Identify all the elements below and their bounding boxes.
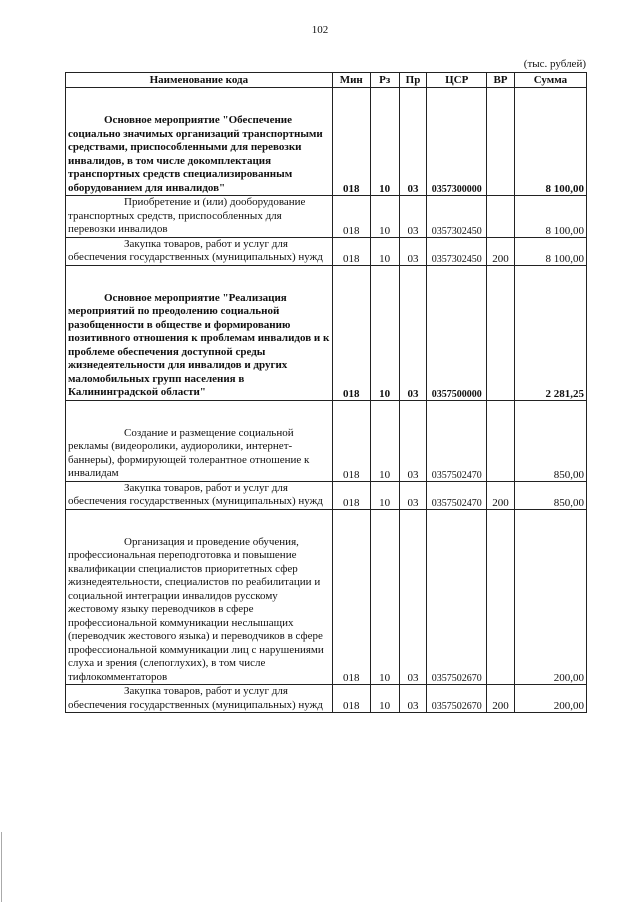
row-sum: 850,00 (514, 400, 586, 481)
row-rz: 10 (370, 685, 399, 713)
row-rz: 10 (370, 196, 399, 238)
row-min: 018 (332, 509, 370, 685)
row-pr: 03 (399, 481, 427, 509)
page-number: 102 (311, 24, 329, 36)
row-rz: 10 (370, 237, 399, 265)
table-row (66, 509, 587, 685)
row-pr: 03 (399, 237, 427, 265)
row-vr (487, 196, 515, 238)
table-row (66, 685, 587, 713)
table-row (66, 88, 587, 196)
header-vr: ВР (487, 73, 515, 88)
row-vr: 200 (487, 685, 515, 713)
row-csr: 0357502670 (427, 509, 487, 685)
row-csr: 0357300000 (427, 88, 487, 196)
row-sum: 200,00 (514, 685, 586, 713)
row-csr: 0357302450 (427, 237, 487, 265)
table-row (66, 481, 587, 509)
row-vr (487, 265, 515, 400)
row-name: Основное мероприятие "Реализация мероприятий по преодолению социальной разобщенности в обществе и формированию позитивного отношения к проблемам инвалидов и к проблеме обеспечения доступной среды жизнедеятельности для инвалидов и других маломобильных групп населения в Калининградской области" (66, 265, 333, 400)
row-csr: 0357502670 (427, 685, 487, 713)
row-sum: 850,00 (514, 481, 586, 509)
header-csr: ЦСР (427, 73, 487, 88)
row-vr: 200 (487, 237, 515, 265)
row-pr: 03 (399, 265, 427, 400)
row-csr: 0357302450 (427, 196, 487, 238)
row-min: 018 (332, 265, 370, 400)
table-row (66, 196, 587, 238)
row-pr: 03 (399, 88, 427, 196)
row-csr: 0357502470 (427, 481, 487, 509)
row-name: Закупка товаров, работ и услуг для обеспечения государственных (муниципальных) нужд (66, 237, 333, 265)
row-min: 018 (332, 196, 370, 238)
table-row (66, 237, 587, 265)
row-name: Организация и проведение обучения, профессиональная переподготовка и повышение квалификации специалистов приоритетных сфер жизнедеятельности, специалистов по реабилитации и социальной интеграции инвалидов русскому жестовому языку переводчиков в сфере профессиональной коммуникации неслышащих (переводчик жестового языка) и переводчиков в сфере профессиональной коммуникации лиц с нарушениями слуха и зрения (слепоглухих), в том числе тифлокомментаторов (66, 509, 333, 685)
row-name: Создание и размещение социальной рекламы (видеоролики, аудиоролики, интернет-баннеры), формирующей толерантное отношение к инвалидам (66, 400, 333, 481)
row-sum: 8 100,00 (514, 237, 586, 265)
row-rz: 10 (370, 400, 399, 481)
row-name: Основное мероприятие "Обеспечение социально значимых организаций транспортными средствами, приспособленными для перевозки инвалидов, в том числе докомплектация транспортных средств специализированным оборудованием для инвалидов" (66, 88, 333, 196)
row-rz: 10 (370, 481, 399, 509)
header-min: Мин (332, 73, 370, 88)
row-min: 018 (332, 481, 370, 509)
row-pr: 03 (399, 196, 427, 238)
header-name: Наименование кода (66, 73, 333, 88)
header-pr: Пр (399, 73, 427, 88)
row-vr (487, 88, 515, 196)
row-vr (487, 509, 515, 685)
row-sum: 200,00 (514, 509, 586, 685)
row-min: 018 (332, 237, 370, 265)
header-sum: Сумма (514, 73, 586, 88)
row-min: 018 (332, 400, 370, 481)
row-sum: 8 100,00 (514, 196, 586, 238)
units-label: (тыс. рублей) (523, 58, 586, 70)
row-vr (487, 400, 515, 481)
row-pr: 03 (399, 400, 427, 481)
row-min: 018 (332, 88, 370, 196)
row-name: Закупка товаров, работ и услуг для обеспечения государственных (муниципальных) нужд (66, 481, 333, 509)
row-min: 018 (332, 685, 370, 713)
row-pr: 03 (399, 685, 427, 713)
row-vr: 200 (487, 481, 515, 509)
row-name: Приобретение и (или) дооборудование транспортных средств, приспособленных для перевозки инвалидов (66, 196, 333, 238)
header-rz: Рз (370, 73, 399, 88)
row-csr: 0357500000 (427, 265, 487, 400)
row-pr: 03 (399, 509, 427, 685)
row-sum: 2 281,25 (514, 265, 586, 400)
row-name: Закупка товаров, работ и услуг для обеспечения государственных (муниципальных) нужд (66, 685, 333, 713)
table-header-row (66, 73, 587, 88)
table-row (66, 265, 587, 400)
row-rz: 10 (370, 88, 399, 196)
row-sum: 8 100,00 (514, 88, 586, 196)
row-csr: 0357502470 (427, 400, 487, 481)
row-rz: 10 (370, 509, 399, 685)
row-rz: 10 (370, 265, 399, 400)
budget-table (65, 72, 587, 713)
table-row (66, 400, 587, 481)
margin-scan-mark (0, 832, 4, 902)
